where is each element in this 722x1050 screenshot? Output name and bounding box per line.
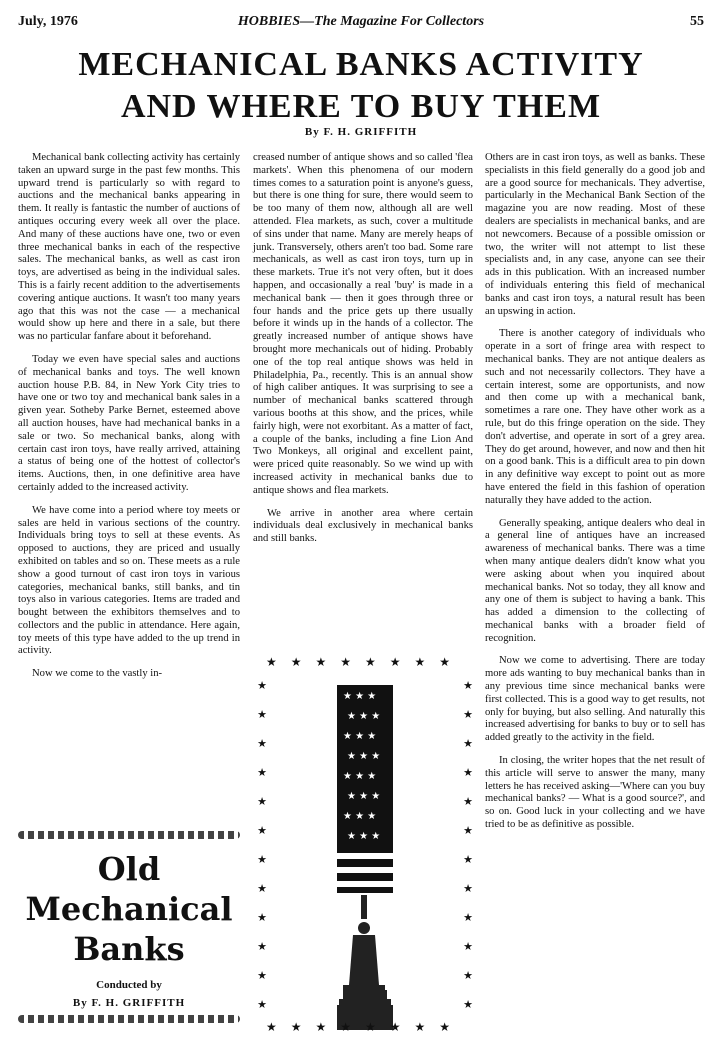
page-number: 55 xyxy=(690,14,704,29)
svg-text:★ ★ ★: ★ ★ ★ xyxy=(343,731,377,742)
svg-text:★ ★ ★: ★ ★ ★ xyxy=(347,791,381,802)
stars-top: ★★★★★★★★ xyxy=(265,655,465,669)
column-heading-title: Old Mechanical Banks xyxy=(25,850,233,968)
issue-date: July, 1976 xyxy=(18,14,78,29)
svg-text:★ ★ ★: ★ ★ ★ xyxy=(343,771,377,782)
paragraph: Generally speaking, antique dealers who deal in a general line of antiques have an increased awareness of mechanical banks. There was a time when many antique dealers didn't know what you were asking about when you inquired about mechanical banks. Not so today, they all know and any one of them is subject to having a bank. This has added a dimension to the collecting of mechanical banks with a broader field of recognition. xyxy=(485,517,705,644)
statue-of-liberty-icon xyxy=(337,895,393,1030)
svg-text:★ ★ ★: ★ ★ ★ xyxy=(343,811,377,822)
article-column-3 xyxy=(485,152,705,842)
paragraph: Now we come to advertising. There are today more ads wanting to buy mechanical banks than in any previous time since mechanical banks were first collected. This is a good way to get results, not only for buying, but also selling. And naturally this increased advertising for banks to buy or to sell has added greatly to the activity in the field. xyxy=(485,655,705,744)
magazine-name: HOBBIES—The Magazine For Collectors xyxy=(237,14,485,29)
paragraph: There is another category of individuals who operate in a sort of fringe area with respect to mechanical banks. They are not antique dealers as such and not necessarily collectors. They have a certain interest, some are opportunists, and now and then come up with a mechanical bank, sometimes a rare one. They have other work as a rule, but do this fringe operation on the side. They don't advertise, and operate in sort of a grey area. They do get around, however, and now and then hit on a good bank. This is a difficult area to pin down in any definitive way except to point out as more have entered the field in this fashion of operation naturally they have added to the action. xyxy=(485,328,705,506)
paragraph: Others are in cast iron toys, as well as banks. These specialists in this field generally do a good job and are a good source for mechanicals. They advertise, particularly in the Mechanical Bank Section of the magazine you are now reading. Most of these dealers are specialists in mechanical banks, and are not newcomers. Because of a possible omission or two, the writer will not attempt to list these specialists and, in any case, anyone can see their ads in this publication. With an increased number of individuals entering this field of mechanical banks and cast iron toys, a natural result has been an upswing in action. xyxy=(485,152,705,317)
star-border-ad xyxy=(255,655,475,1035)
article-title: MECHANICAL BANKS ACTIVITY AND WHERE TO BUY THEM xyxy=(78,46,644,125)
article-column-1 xyxy=(18,152,240,691)
paragraph: creased number of antique shows and so called 'flea markets'. When this phenomena of our modern times comes to a saturation point is anyone's guess, but there is one thing for sure, there would seem to be too many of them now, although all are well attended. Flea markets, as such, cover a multitude of sins under that name. Many are merely heaps of junk. Transversely, others aren't too bad. Some rare mechanicals, as well as cast iron toys, turn up in these markets. True it's not very often, but it does happen, and occasionally a real 'buy' is made in a mechanical bank — then it goes through three or four hands and the price gets up there usually before it winds up in the hands of a collector. The greatly increased number of antique shows have brought more mechanicals out of hiding. Probably one of the top real antique shows was held in Philadelphia, Pa., recently. This is an annual show of high caliber antiques. It was surprising to see a number of mechanical banks scattered through various booths at this show, and the prices, while fairly high, were not exorbitant. As a matter of fact, a couple of the banks, including a fine Lion And Two Monkeys, all original and excellent paint, were priced quite reasonably. So we wind up with increased activity in mechanical banks due to antique shows and flea markets. xyxy=(253,152,473,496)
flag-and-liberty-illustration xyxy=(337,685,393,1030)
stars-bottom: ★★★★★★★★ xyxy=(265,1020,465,1034)
paragraph: We have come into a period where toy meets or sales are held in various sections of the country. Individuals bring toys to sell at these events. As opposed to auctions, they are priced and usually exhibited on tables and so on. These meets as a rule show a good turnout of cast iron toys in various categories, mechanical banks, still banks, and tin toys also in various categories. Items are traded and bought between the exhibitors themselves and to collectors and the public in attendance. Here again, toy meets of this type have added to the up trend in activity. xyxy=(18,504,240,657)
paragraph: Now we come to the vastly in- xyxy=(32,668,163,680)
svg-text:★ ★ ★: ★ ★ ★ xyxy=(347,831,381,842)
article-byline: By F. H. GRIFFITH xyxy=(304,126,418,138)
column-author: By F. H. GRIFFITH xyxy=(72,997,186,1009)
ornament-divider xyxy=(18,1015,240,1023)
page-header xyxy=(18,14,704,34)
svg-text:★ ★ ★: ★ ★ ★ xyxy=(347,711,381,722)
article-column-2 xyxy=(253,152,473,556)
column-heading-box xyxy=(18,825,240,1035)
conducted-by-label: Conducted by xyxy=(96,979,162,991)
paragraph: Today we even have special sales and auctions of mechanical banks and toys. The well known auction house P.B. 84, in New York City tries to have one or two toy and mechanical bank sales in a given year. Sotheby Parke Bernet, esteemed above all auction houses, have had mechanical banks in a sale or two. So mechanical banks, along with certain cast iron toys, have really arrived, attaining a status of being one of the hottest of collector's items. Auctions, then, in one definitive area have certainly added to the increased activity. xyxy=(18,353,240,493)
flag-stripes xyxy=(337,845,393,893)
svg-text:★ ★ ★: ★ ★ ★ xyxy=(347,751,381,762)
paragraph: Mechanical bank collecting activity has certainly taken an upward surge in the past few months. This upward trend is particularly so with regard to auctions and the mechanical banks appearing in them. It really is fantastic the number of auctions of antiques occuring every week all over the place. And many of these auctions have one, two or even three mechanical banks in each of the respective sales. The mechanical banks, as well as cast iron toys, are advertised as being in the individual sales. This is a fairly recent addition to the advertisements covering antique auctions. It wasn't too many years ago that this was not the case — a mechanical would show up here and there in a sale, but there was no particular fanfare about it beforehand. xyxy=(18,152,240,343)
stars-left: ★ ★ ★ ★ ★ ★ ★ ★ ★ ★ ★ ★ xyxy=(257,680,267,1011)
paragraph: In closing, the writer hopes that the net result of this article will serve to answer the many, many letters he has received asking—'Where can you buy mechanical banks? — What is a good source?', and so on. Good luck in your collecting and we have tried to be as definitive as possible. xyxy=(485,755,705,831)
stars-right: ★ ★ ★ ★ ★ ★ ★ ★ ★ ★ ★ ★ xyxy=(463,680,473,1011)
ornament-divider xyxy=(18,831,240,839)
svg-text:★ ★ ★: ★ ★ ★ xyxy=(343,691,377,702)
paragraph: We arrive in another area where certain individuals deal exclusively in mechanical banks and still banks. xyxy=(253,507,473,545)
